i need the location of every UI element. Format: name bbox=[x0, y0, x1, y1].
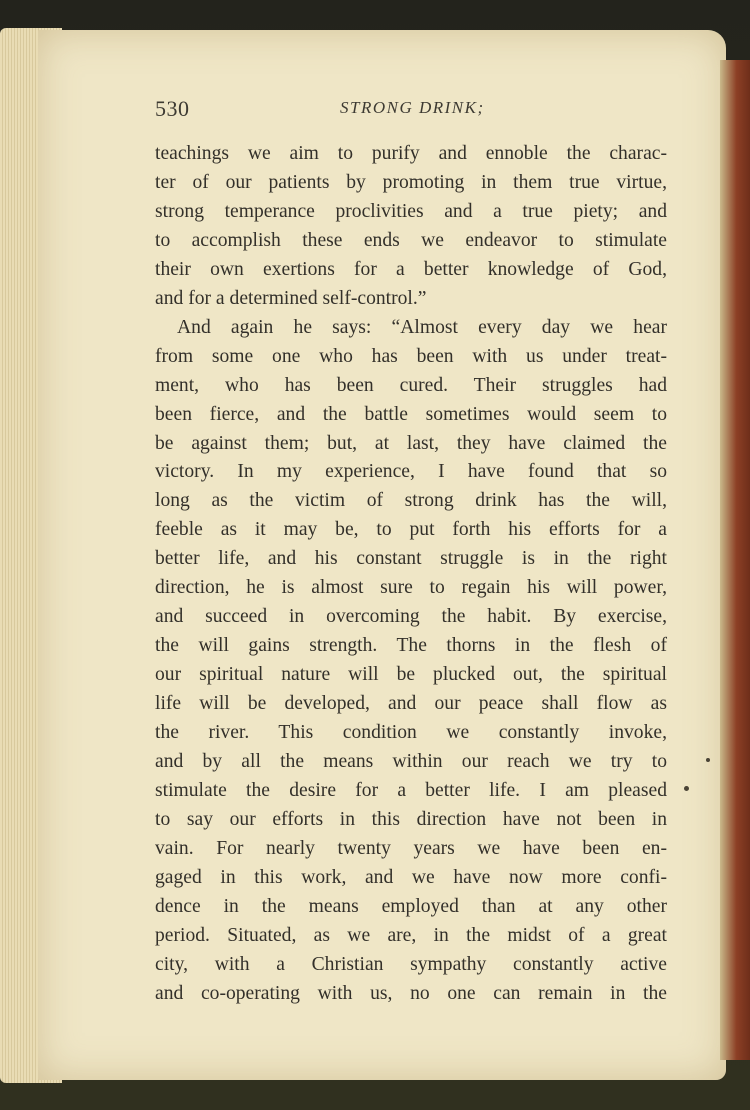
print-speck bbox=[684, 786, 689, 791]
text-line: teachings we aim to purify and ennoble the charac- bbox=[155, 143, 667, 164]
text-line: life will be developed, and our peace shall flow as bbox=[155, 693, 667, 715]
body-text bbox=[155, 140, 667, 1009]
text-line: long as the victim of strong drink has the will, bbox=[155, 490, 667, 512]
text-line: from some one who has been with us under treat- bbox=[155, 345, 667, 367]
book-binding bbox=[720, 60, 750, 1060]
text-line: victory. In my experience, I have found that so bbox=[155, 461, 667, 483]
text-line: strong temperance proclivities and a true piety; and bbox=[155, 200, 667, 222]
text-line: direction, he is almost sure to regain his will power, bbox=[155, 577, 667, 599]
text-line: stimulate the desire for a better life. I am pleased bbox=[155, 779, 667, 801]
text-line: dence in the means employed than at any other bbox=[155, 895, 667, 917]
running-title: STRONG DRINK; bbox=[340, 98, 485, 117]
running-head bbox=[155, 96, 660, 126]
text-line: period. Situated, as we are, in the midst of a great bbox=[155, 924, 667, 946]
text-line: and for a determined self-control.” bbox=[155, 287, 427, 309]
text-line: our spiritual nature will be plucked out, the spiritual bbox=[155, 664, 667, 686]
text-line: and by all the means within our reach we try to bbox=[155, 751, 667, 773]
text-line: the river. This condition we constantly invoke, bbox=[155, 722, 667, 744]
text-line: and succeed in overcoming the habit. By exercise, bbox=[155, 606, 667, 628]
text-line: and co-operating with us, no one can remain in the bbox=[155, 982, 667, 1004]
text-line: be against them; but, at last, they have claimed the bbox=[155, 432, 667, 454]
text-line: vain. For nearly twenty years we have been en- bbox=[155, 837, 667, 859]
text-line: better life, and his constant struggle is in the right bbox=[155, 548, 667, 570]
text-line: been fierce, and the battle sometimes would seem to bbox=[155, 403, 667, 425]
text-line: the will gains strength. The thorns in the flesh of bbox=[155, 635, 667, 657]
text-line: feeble as it may be, to put forth his efforts for a bbox=[155, 519, 667, 541]
text-line: ment, who has been cured. Their struggles had bbox=[155, 374, 667, 396]
text-line: to accomplish these ends we endeavor to stimulate bbox=[155, 229, 667, 251]
text-line: their own exertions for a better knowledge of God, bbox=[155, 258, 667, 280]
text-line: And again he says: “Almost every day we hear bbox=[177, 316, 667, 338]
text-line: city, with a Christian sympathy constantly active bbox=[155, 953, 667, 975]
text-line: ter of our patients by promoting in them true virtue, bbox=[155, 171, 667, 193]
page-number: 530 bbox=[155, 96, 190, 121]
print-speck bbox=[706, 758, 710, 762]
text-line: gaged in this work, and we have now more confi- bbox=[155, 866, 667, 888]
text-line: to say our efforts in this direction have not been in bbox=[155, 808, 667, 830]
